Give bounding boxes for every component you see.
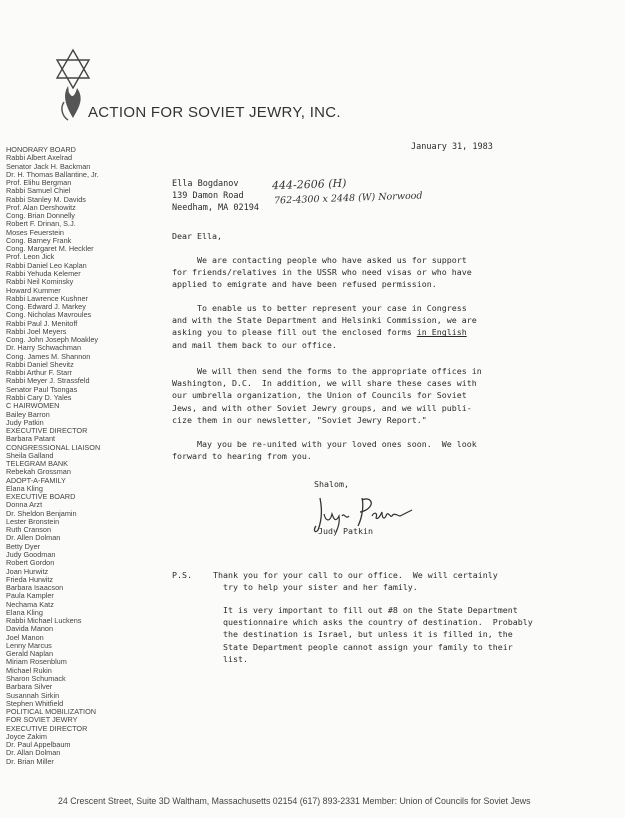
recipient-street: 139 Damon Road xyxy=(172,191,244,201)
board-list-line: Bailey Barron xyxy=(6,410,50,419)
board-list-line: Dr. Harry Schwachman xyxy=(6,344,82,353)
board-list-line: Rabbi Lawrence Kushner xyxy=(6,294,88,303)
board-list-line: Prof. Alan Dershowitz xyxy=(6,203,76,212)
board-list-line: Cong. John Joseph Moakley xyxy=(6,336,99,345)
board-list-line: Ruth Cranson xyxy=(6,526,52,535)
board-list-line: FOR SOVIET JEWRY xyxy=(6,716,78,725)
board-list-line: EXECUTIVE BOARD xyxy=(6,493,76,502)
board-list-line: Michael Rukin xyxy=(6,666,52,675)
signer-name: Judy Patkin xyxy=(318,526,373,536)
board-list-line: Betty Dyer xyxy=(6,542,41,551)
recipient-name: Ella Bogdanov xyxy=(172,179,239,189)
board-list-line: Sheila Galland xyxy=(6,451,54,460)
board-list-line: Barbara Silver xyxy=(6,683,53,692)
board-list-line: Howard Kummer xyxy=(6,286,61,295)
board-list-line: Moses Feuerstein xyxy=(6,228,64,237)
board-list-line: Sharon Schumack xyxy=(6,675,66,683)
board-list-line: ADOPT-A-FAMILY xyxy=(6,476,66,485)
paragraph-2-underlined: in English xyxy=(416,327,467,338)
board-list-line: Cong. James M. Shannon xyxy=(6,352,91,361)
handwritten-phone-home: 444-2606 (H) xyxy=(271,176,347,193)
board-list-line: EXECUTIVE DIRECTOR xyxy=(6,724,88,733)
ps-label: P.S. xyxy=(172,570,192,580)
board-list-line: EXECUTIVE DIRECTOR xyxy=(6,427,88,436)
ps-paragraph-1: Thank you for your call to our office. We will certainly try to help your sister and her family. xyxy=(213,570,498,593)
board-list-line: Frieda Hurwitz xyxy=(6,575,54,584)
paragraph-2-text-b: and mail them back to our office. xyxy=(172,339,337,350)
salutation: Dear Ella, xyxy=(172,231,222,241)
board-list-line: Robert Gordon xyxy=(6,559,55,568)
board-list-line: Joan Hurwitz xyxy=(6,567,49,576)
board-list-line: Davida Manon xyxy=(6,625,54,634)
board-member-list xyxy=(6,146,156,766)
board-list-line: POLITICAL MOBILIZATION xyxy=(6,708,97,717)
board-list-line: Cong. Nicholas Mavroules xyxy=(6,311,92,320)
board-list-line: Cong. Margaret M. Heckler xyxy=(6,245,94,254)
board-list-line: Miriam Rosenblum xyxy=(6,658,67,667)
board-list-line: Elana Kling xyxy=(6,608,43,617)
board-list-line: Dr. Allen Dolman xyxy=(6,534,61,543)
board-list-line: Joyce Zakim xyxy=(6,732,47,741)
board-list-line: Elana Kling xyxy=(6,484,43,493)
board-list-line: Rabbi Cary D. Yales xyxy=(6,393,72,402)
board-list-line: Lenny Marcus xyxy=(6,641,52,650)
board-list-line: Nechama Katz xyxy=(6,600,54,609)
recipient-address xyxy=(172,178,259,214)
board-list-line: Lester Bronstein xyxy=(6,517,60,526)
board-list-line: Rebekah Grossman xyxy=(6,468,71,477)
board-list-line: Gerald Naplan xyxy=(6,650,54,659)
paragraph-2-text-a: To enable us to better represent your case in Congress and with the State Department and Helsinki Commission, we are asking you to please fill out the enclosed forms xyxy=(172,303,477,338)
paragraph-4: May you be re-united with your loved ones soon. We look forward to hearing from you. xyxy=(172,439,477,462)
board-list-line: Cong. Barney Frank xyxy=(6,236,72,245)
recipient-city: Needham, MA 02194 xyxy=(172,203,259,213)
board-list-line: HONORARY BOARD xyxy=(6,146,76,154)
board-list-line: Rabbi Daniel Leo Kaplan xyxy=(6,261,87,270)
board-list-line: Senator Paul Tsongas xyxy=(6,385,78,394)
board-list-line: Rabbi Yehuda Kelemer xyxy=(6,269,81,278)
board-list-line: Rabbi Albert Axelrad xyxy=(6,154,73,163)
handwritten-phone-work: 762-4300 x 2448 (W) Norwood xyxy=(273,190,423,207)
footer-address: 24 Crescent Street, Suite 3D Waltham, Massachusetts 02154 (617) 893-2331 Member: Union of Councils for Soviet Jews xyxy=(58,796,531,806)
board-list-line: Dr. Allan Dolman xyxy=(6,749,61,758)
board-list-line: Rabbi Samuel Chiel xyxy=(6,187,71,196)
board-list-line: Joel Manon xyxy=(6,633,44,642)
board-list-line: Barbara Patant xyxy=(6,435,56,444)
board-list-line: Susannah Sirkin xyxy=(6,691,60,700)
board-list-line: Rabbi Stanley M. Davids xyxy=(6,195,86,204)
board-list-line: Rabbi Michael Luckens xyxy=(6,617,82,626)
board-list-line: Prof. Elihu Bergman xyxy=(6,179,72,188)
board-list-line: Rabbi Neil Kominsky xyxy=(6,278,74,287)
board-list-line: C HAIRWOMEN xyxy=(6,402,60,411)
board-list-line: Stephen Whitfield xyxy=(6,699,64,708)
board-list-line: Rabbi Meyer J. Strassfeld xyxy=(6,377,90,386)
board-list-line: Prof. Leon Jick xyxy=(6,253,55,262)
board-list-line: Dr. Brian Miller xyxy=(6,757,54,766)
board-list-line: Judy Patkin xyxy=(6,418,44,427)
board-list-line: Dr. Paul Appelbaum xyxy=(6,741,71,750)
board-list-line: Robert F. Drinan, S.J. xyxy=(6,220,76,229)
board-list-line: CONGRESSIONAL LIAISON xyxy=(6,443,101,452)
closing: Shalom, xyxy=(314,479,349,489)
paragraph-1: We are contacting people who have asked us for support for friends/relatives in the USSR who need visas or who have applied to emigrate and have been refused permission. xyxy=(172,255,472,290)
board-list-line: Donna Arzt xyxy=(6,501,43,510)
paragraph-2 xyxy=(172,302,477,351)
board-list-line: Rabbi Arthur F. Starr xyxy=(6,369,73,378)
board-list-line: Rabbi Joel Meyers xyxy=(6,327,67,336)
board-list-line: TELEGRAM BANK xyxy=(6,460,69,469)
board-list-line: Dr. H. Thomas Ballantine, Jr. xyxy=(6,170,99,179)
ps-paragraph-2: It is very important to fill out #8 on the State Department questionnaire which asks the country of destination. Probably the destination is Israel, but unless it is filled in, the State Department people cannot assign your family to their list. xyxy=(222,605,533,664)
board-list-line: Rabbi Daniel Shevitz xyxy=(6,360,74,369)
board-list-line: Paula Kampler xyxy=(6,592,54,601)
board-list-line: Barbara Isaacson xyxy=(6,584,64,593)
paragraph-3: We will then send the forms to the appropriate offices in Washington, D.C. In addition, we will share these cases with our umbrella organization, the Union of Councils for Soviet Jews, and with other Soviet Jewry groups, and we will publi- cize them in our newsletter, "Soviet Jewry Report." xyxy=(172,366,482,425)
organization-name: ACTION FOR SOVIET JEWRY, INC. xyxy=(88,104,341,121)
board-list-line: Cong. Brian Donnelly xyxy=(6,212,75,221)
board-list-line: Judy Goodman xyxy=(6,551,56,560)
board-list-line: Cong. Edward J. Markey xyxy=(6,303,86,312)
board-list-line: Rabbi Paul J. Menitoff xyxy=(6,319,78,328)
letter-date: January 31, 1983 xyxy=(411,142,493,152)
board-list-line: Senator Jack H. Backman xyxy=(6,162,91,171)
board-list-line: Dr. Sheldon Benjamin xyxy=(6,509,77,518)
